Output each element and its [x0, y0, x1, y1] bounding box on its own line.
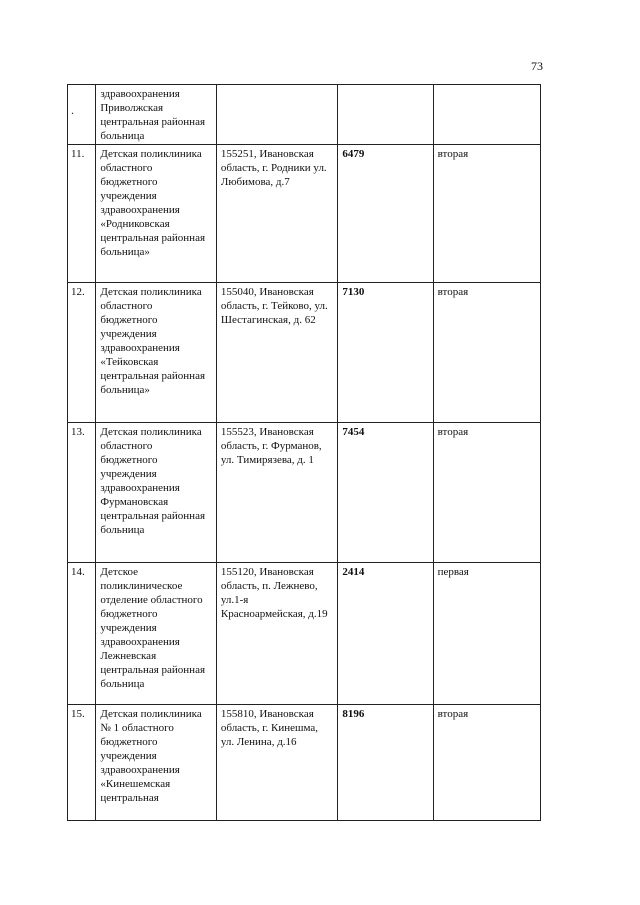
address-cell: 155040, Ивановская область, г. Тейково, ул. Шестагинская, д. 62 [216, 283, 338, 423]
address-cell: 155251, Ивановская область, г. Родники ул. Любимова, д.7 [216, 145, 338, 283]
clinic-name-cell: Детская поликлиника областного бюджетного учреждения здравоохранения «Тейковская центральная районная больница» [96, 283, 217, 423]
clinic-name-cell: Детская поликлиника № 1 областного бюджетного учреждения здравоохранения «Кинешемская центральная [96, 705, 217, 821]
table-row [68, 705, 541, 821]
stray-mark: . [71, 103, 74, 117]
address-cell [216, 85, 338, 145]
population-cell [338, 85, 433, 145]
population-cell: 7130 [338, 283, 433, 423]
population-cell: 8196 [338, 705, 433, 821]
table-row [68, 563, 541, 705]
address-cell: 155120, Ивановская область, п. Лежнево, ул.1-я Красноармейская, д.19 [216, 563, 338, 705]
table-row [68, 283, 541, 423]
row-number-cell: 12. [68, 283, 96, 423]
clinic-name-cell: здравоохранения Приволжская центральная районная больница [96, 85, 217, 145]
row-number-cell [68, 85, 96, 145]
population-cell: 2414 [338, 563, 433, 705]
row-number-cell: 14. [68, 563, 96, 705]
category-cell: вторая [433, 283, 540, 423]
address-cell: 155810, Ивановская область, г. Кинешма, ул. Ленина, д.16 [216, 705, 338, 821]
table-row [68, 145, 541, 283]
category-cell: вторая [433, 145, 540, 283]
category-cell: первая [433, 563, 540, 705]
category-cell: вторая [433, 705, 540, 821]
row-number-cell: 13. [68, 423, 96, 563]
row-number-cell: 15. [68, 705, 96, 821]
population-cell: 6479 [338, 145, 433, 283]
clinic-name-cell: Детская поликлиника областного бюджетного учреждения здравоохранения Фурмановская центральная районная больница [96, 423, 217, 563]
clinic-name-cell: Детское поликлиническое отделение областного бюджетного учреждения здравоохранения Лежневская центральная районная больница [96, 563, 217, 705]
clinics-table [67, 84, 541, 821]
table-row [68, 85, 541, 145]
table-row [68, 423, 541, 563]
category-cell [433, 85, 540, 145]
category-cell: вторая [433, 423, 540, 563]
row-number-cell: 11. [68, 145, 96, 283]
page-number: 73 [531, 59, 543, 73]
clinic-name-cell: Детская поликлиника областного бюджетного учреждения здравоохранения «Родниковская центральная районная больница» [96, 145, 217, 283]
population-cell: 7454 [338, 423, 433, 563]
address-cell: 155523, Ивановская область, г. Фурманов, ул. Тимирязева, д. 1 [216, 423, 338, 563]
